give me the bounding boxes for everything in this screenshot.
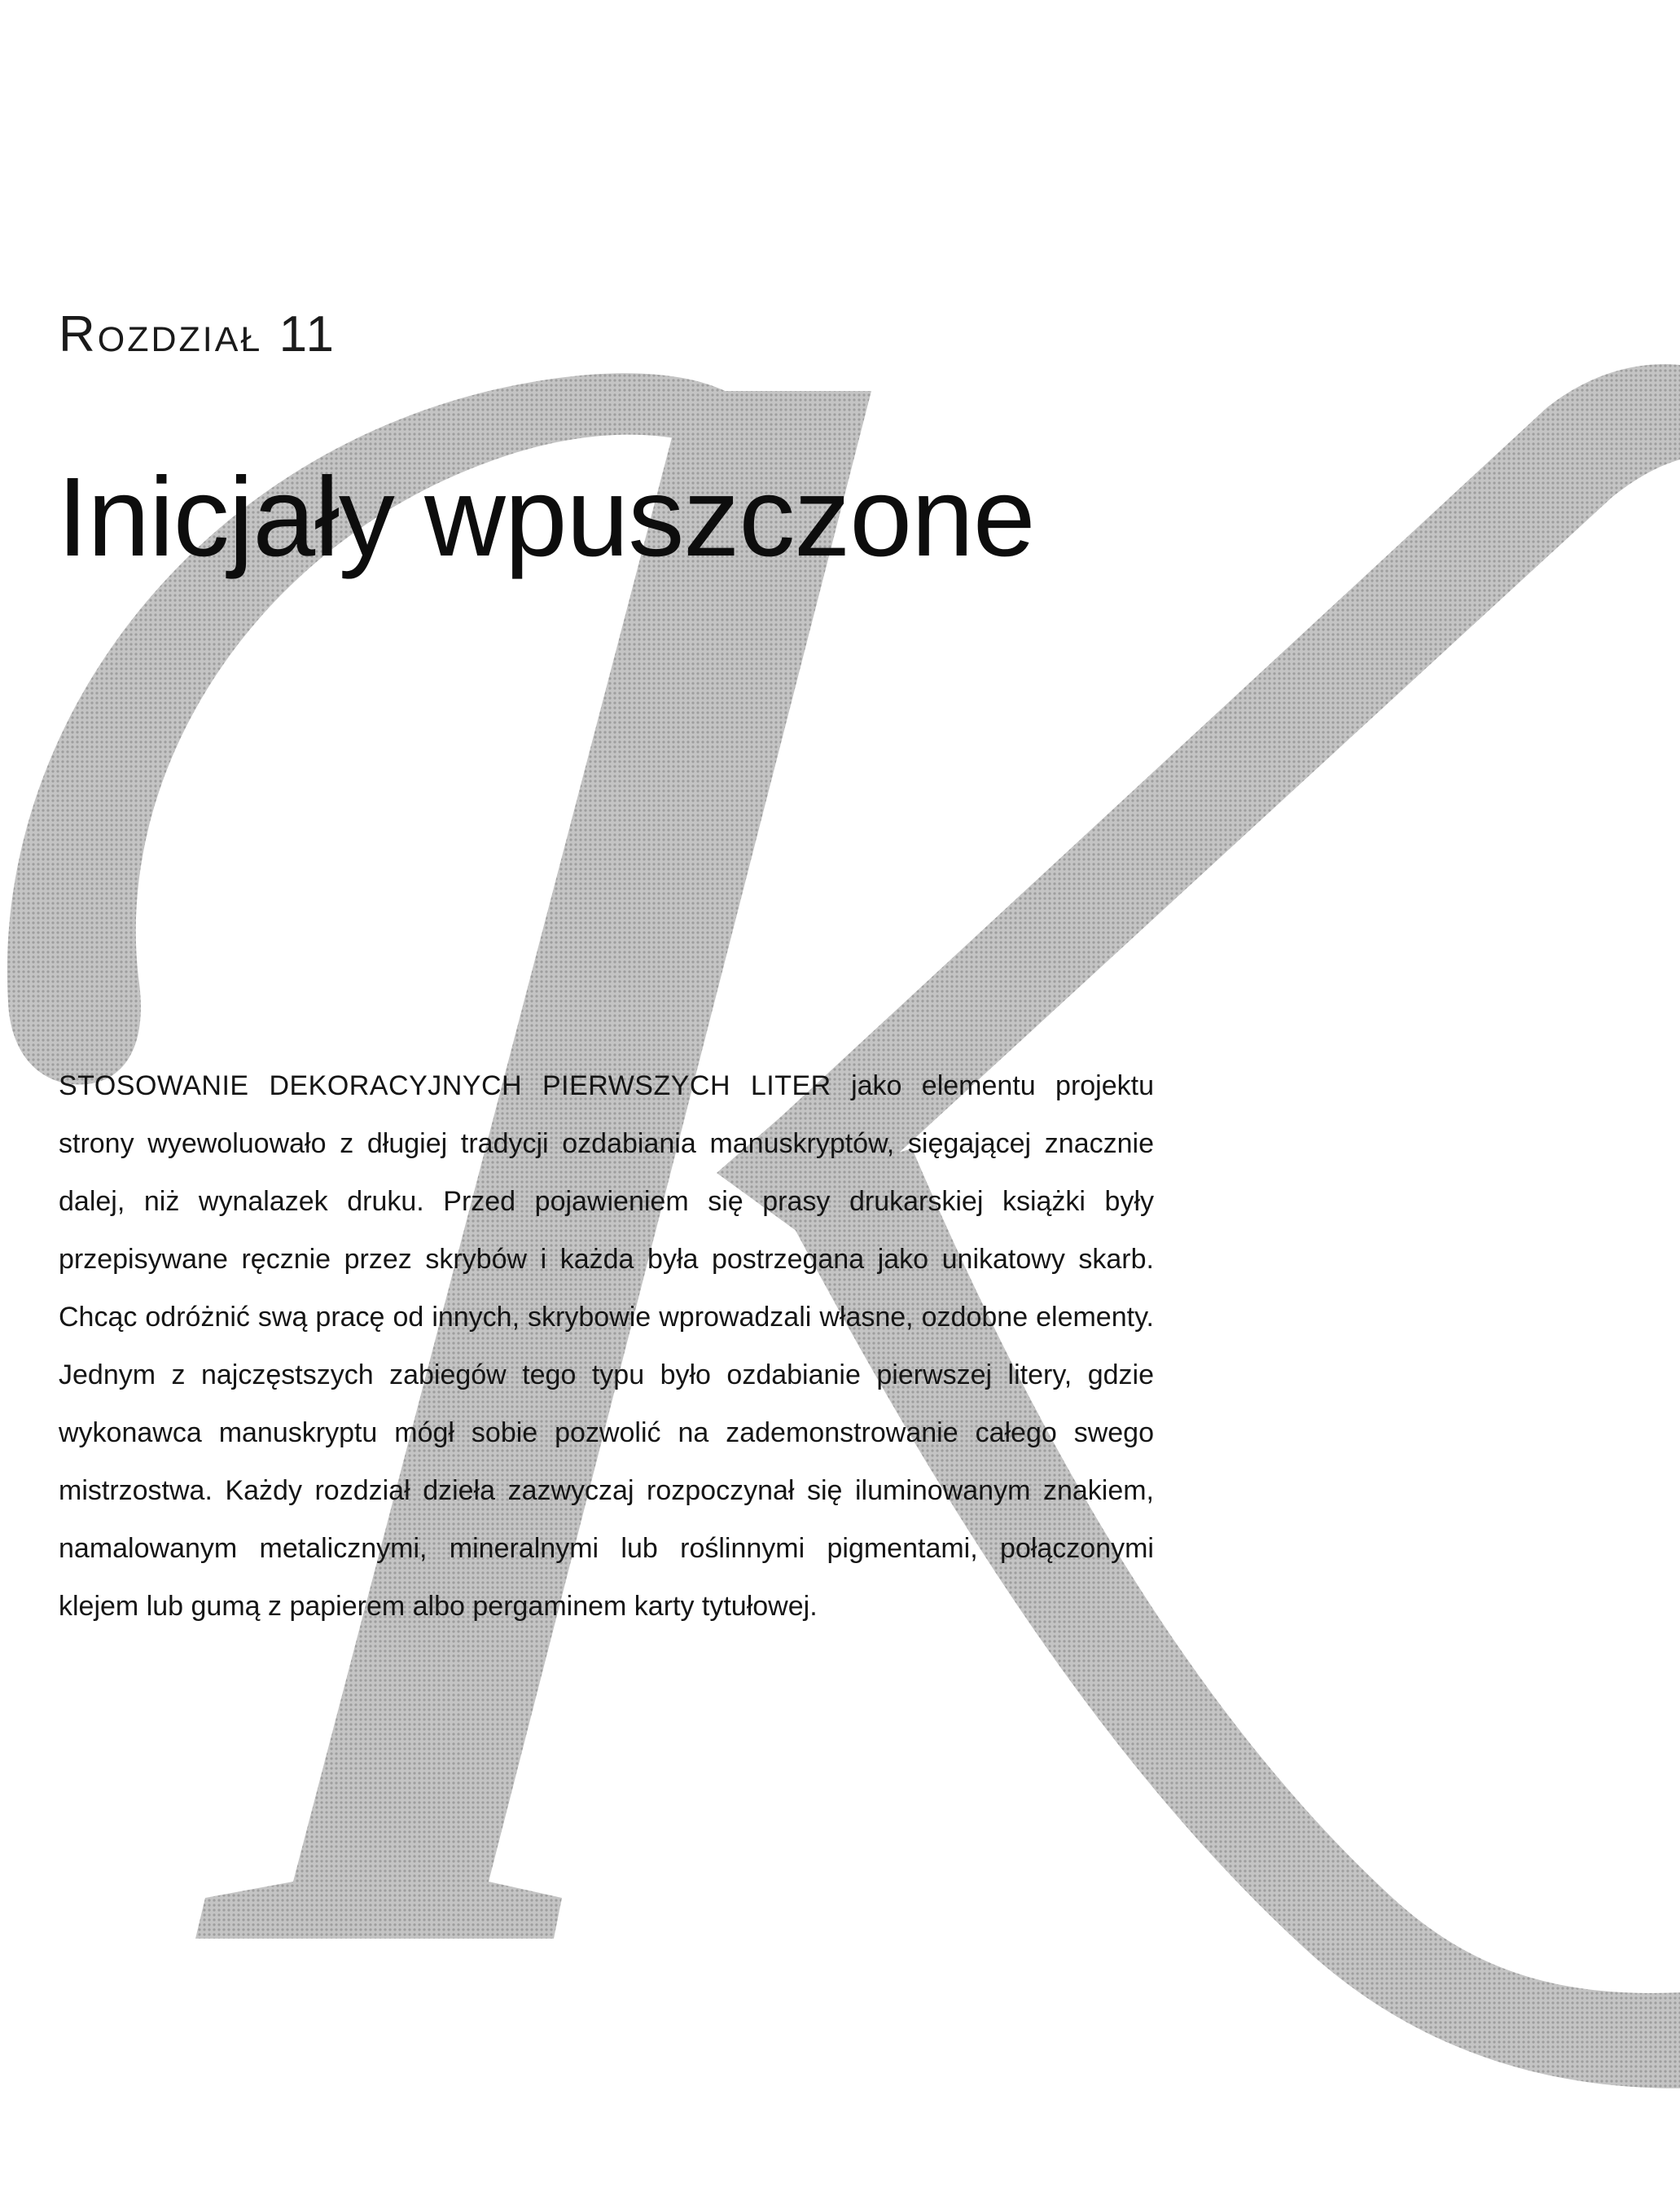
body-paragraph xyxy=(59,1057,1154,1636)
body-text: jako elementu projektu strony wyewoluowało z długiej tradycji ozdabiania manuskryptów, sięgającej znacznie dalej, niż wynalazek druku. Przed pojawieniem się prasy drukarskiej książki były przepisywane ręcznie przez skrybów i każda była postrzegana jako unikatowy skarb. Chcąc odróżnić swą pracę od innych, skrybowie wprowadzali własne, ozdobne elementy. Jednym z najczęstszych zabiegów tego typu było ozdabianie pierwszej litery, gdzie wykonawca manuskryptu mógł sobie pozwolić na zademonstrowanie całego swego mistrzostwa. Każdy rozdział dzieła zazwyczaj rozpoczynał się iluminowanym znakiem, namalowanym metalicznymi, mineralnymi lub roślinnymi pigmentami, połączonymi klejem lub gumą z papierem albo pergaminem karty tytułowej. xyxy=(59,1070,1154,1622)
chapter-label: Rozdział 11 xyxy=(59,306,336,362)
chapter-title: Inicjały wpuszczone xyxy=(57,455,1035,580)
body-lead-caps: STOSOWANIE DEKORACYJNYCH PIERWSZYCH LITER xyxy=(59,1070,831,1101)
